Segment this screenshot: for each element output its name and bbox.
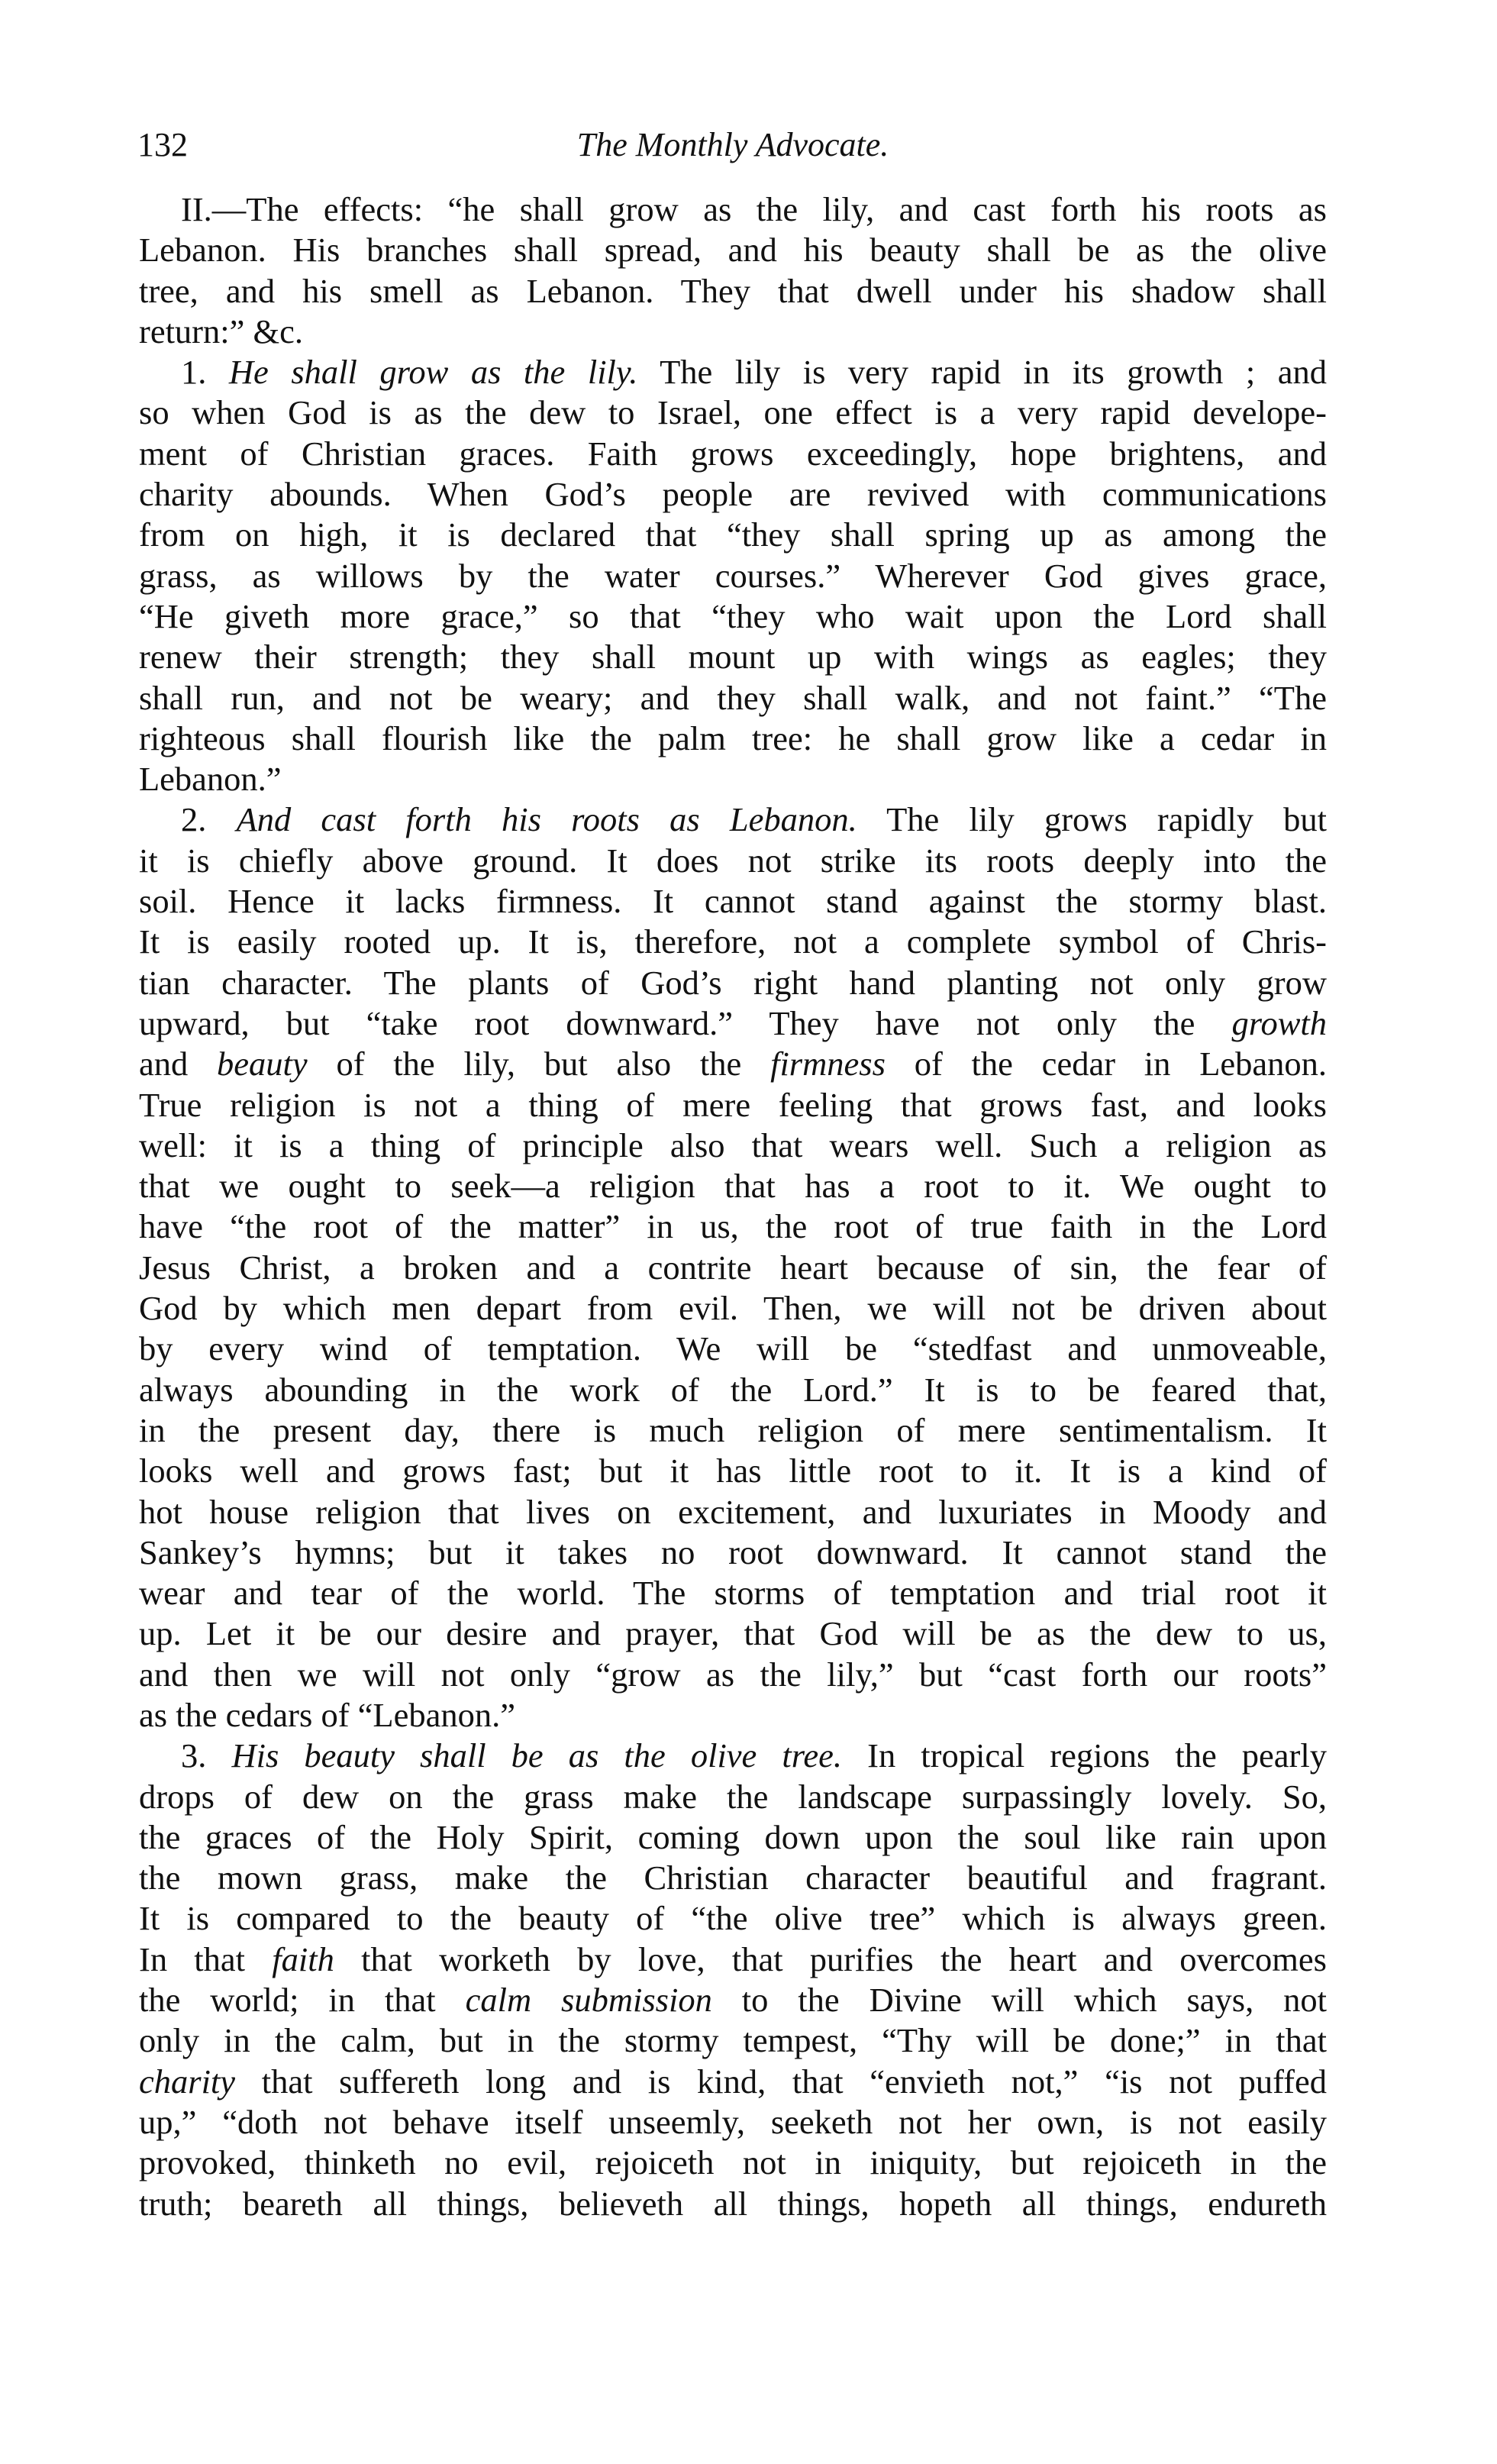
text-line [139, 556, 1327, 596]
text-line [139, 1980, 1327, 2020]
text-segment: return:” &c. [139, 312, 303, 350]
text-line [139, 759, 1327, 799]
text-segment: Lebanon.” [139, 760, 282, 799]
text-line [139, 2184, 1327, 2224]
text-line [139, 1044, 1327, 1084]
text-segment: II.—The effects: “he shall grow as the lily, and cast forth his roots as [181, 190, 1327, 228]
text-segment: The lily grows rapidly but [857, 800, 1328, 839]
text-segment: In that [139, 1939, 273, 1978]
text-line [139, 922, 1327, 962]
text-segment: always abounding in the work of the Lord.” It is to be feared that, [139, 1370, 1327, 1409]
text-line [139, 474, 1327, 515]
italic-text: growth [1231, 1003, 1327, 1042]
text-line [139, 1613, 1327, 1654]
text-segment: drops of dew on the grass make the landscape surpassingly lovely. So, [139, 1777, 1327, 1816]
text-line [139, 963, 1327, 1003]
text-segment: up,” “doth not behave itself unseemly, seeketh not her own, is not easily [139, 2102, 1327, 2141]
text-segment: of the cedar in Lebanon. [885, 1045, 1327, 1083]
text-line [139, 1817, 1327, 1858]
text-line [139, 2102, 1327, 2143]
text-segment: tree, and his smell as Lebanon. They that dwell under his shadow shall [139, 271, 1327, 310]
text-line [139, 841, 1327, 881]
text-segment: truth; beareth all things, believeth all things, hopeth all things, endureth [139, 2184, 1327, 2223]
text-segment: by every wind of temptation. We will be “stedfast and unmoveable, [139, 1329, 1327, 1368]
text-segment: the world; in that [139, 1981, 466, 2020]
italic-text: firmness [770, 1045, 886, 1083]
text-line [139, 1410, 1327, 1451]
text-segment: as the cedars of “Lebanon.” [139, 1695, 515, 1734]
text-segment: provoked, thinketh no evil, rejoiceth not in iniquity, but rejoiceth in the [139, 2143, 1327, 2182]
text-line [139, 271, 1327, 312]
text-line [139, 1248, 1327, 1288]
text-segment: The lily is very rapid in its growth ; and [637, 353, 1328, 392]
text-segment: Lebanon. His branches shall spread, and his beauty shall be as the olive [139, 231, 1327, 270]
text-line [139, 1166, 1327, 1206]
text-line [139, 1858, 1327, 1898]
text-segment: looks well and grows fast; but it has little root to it. It is a kind of [139, 1452, 1327, 1490]
italic-text: And cast forth his roots as Lebanon. [236, 800, 857, 839]
text-segment: In tropical regions the pearly [842, 1736, 1327, 1775]
text-line [139, 1532, 1327, 1573]
text-segment: soil. Hence it lacks firmness. It cannot stand against the stormy blast. [139, 882, 1327, 921]
text-line [139, 515, 1327, 555]
text-line [139, 799, 1327, 840]
italic-text: beauty [217, 1045, 308, 1083]
journal-title: The Monthly Advocate. [576, 126, 889, 163]
text-segment: wear and tear of the world. The storms of temptation and trial root it [139, 1574, 1327, 1613]
text-line [139, 1288, 1327, 1329]
text-line [139, 1492, 1327, 1532]
text-segment: have “the root of the matter” in us, the root of true faith in the Lord [139, 1207, 1327, 1246]
text-line [139, 596, 1327, 637]
running-head [137, 122, 1328, 168]
text-line [139, 1329, 1327, 1369]
text-line [139, 1206, 1327, 1247]
text-line [139, 637, 1327, 677]
text-line [139, 392, 1327, 433]
text-line [139, 1898, 1327, 1939]
text-segment: only in the calm, but in the stormy tempest, “Thy will be done;” in that [139, 2021, 1327, 2060]
text-line [139, 230, 1327, 270]
text-line [139, 1573, 1327, 1613]
text-line [139, 1370, 1327, 1410]
text-segment: 1. [181, 353, 229, 392]
text-line [139, 352, 1327, 392]
text-segment: charity abounds. When God’s people are revived with communications [139, 475, 1327, 514]
text-segment: and then we will not only “grow as the lily,” but “cast forth our roots” [139, 1655, 1327, 1694]
text-line [139, 2020, 1327, 2061]
page-number: 132 [137, 126, 188, 163]
text-segment: 2. [181, 800, 237, 839]
italic-text: charity [139, 2062, 236, 2101]
text-line [139, 2062, 1327, 2102]
text-segment: from on high, it is declared that “they shall spring up as among the [139, 515, 1327, 554]
text-line [139, 1085, 1327, 1125]
text-segment: it is chiefly above ground. It does not strike its roots deeply into the [139, 841, 1327, 880]
text-segment: 3. [181, 1736, 232, 1775]
italic-text: He shall grow as the lily. [228, 353, 638, 392]
text-line [139, 1125, 1327, 1166]
text-segment: the mown grass, make the Christian character beautiful and fragrant. [139, 1858, 1327, 1897]
text-line [139, 1695, 1327, 1736]
text-line [139, 1003, 1327, 1044]
text-segment: that we ought to seek—a religion that has a root to it. We ought to [139, 1167, 1327, 1206]
text-segment: that suffereth long and is kind, that “envieth not,” “is not puffed [235, 2062, 1327, 2101]
italic-text: calm submission [465, 1981, 712, 2020]
italic-text: His beauty shall be as the olive tree. [231, 1736, 843, 1775]
text-segment: renew their strength; they shall mount up with wings as eagles; they [139, 638, 1327, 677]
text-segment: of the lily, but also the [307, 1045, 771, 1083]
text-segment: It is compared to the beauty of “the olive tree” which is always green. [139, 1899, 1327, 1938]
text-line [139, 189, 1327, 230]
text-segment: grass, as willows by the water courses.” Wherever God gives grace, [139, 556, 1327, 595]
text-segment: to the Divine will which says, not [711, 1981, 1328, 2020]
text-segment: that worketh by love, that purifies the heart and overcomes [334, 1939, 1327, 1978]
text-segment: True religion is not a thing of mere feeling that grows fast, and looks [139, 1085, 1327, 1124]
text-segment: “He giveth more grace,” so that “they who wait upon the Lord shall [139, 596, 1327, 635]
text-segment: righteous shall flourish like the palm tree: he shall grow like a cedar in [139, 719, 1327, 757]
text-line [139, 678, 1327, 719]
text-line [139, 1777, 1327, 1817]
text-segment: so when God is as the dew to Israel, one effect is a very rapid develope- [139, 393, 1327, 432]
text-segment: the graces of the Holy Spirit, coming down upon the soul like rain upon [139, 1817, 1327, 1856]
text-segment: well: it is a thing of principle also that wears well. Such a religion as [139, 1125, 1327, 1164]
italic-text: faith [272, 1939, 334, 1978]
text-segment: Sankey’s hymns; but it takes no root downward. It cannot stand the [139, 1532, 1327, 1571]
text-segment: up. Let it be our desire and prayer, that God will be as the dew to us, [139, 1614, 1327, 1653]
text-line [139, 1939, 1327, 1980]
text-line [139, 434, 1327, 474]
text-line [139, 1655, 1327, 1695]
text-line [139, 1451, 1327, 1491]
body-text [139, 189, 1327, 2224]
text-line [139, 719, 1327, 759]
text-segment: and [139, 1045, 218, 1083]
text-segment: upward, but “take root downward.” They have not only the [139, 1003, 1232, 1042]
text-segment: Jesus Christ, a broken and a contrite heart because of sin, the fear of [139, 1248, 1327, 1287]
text-line [139, 2143, 1327, 2183]
text-segment: tian character. The plants of God’s right hand planting not only grow [139, 963, 1327, 1002]
text-line [139, 881, 1327, 922]
text-segment: God by which men depart from evil. Then, we will not be driven about [139, 1289, 1327, 1328]
text-line [139, 1736, 1327, 1776]
text-segment: It is easily rooted up. It is, therefore, not a complete symbol of Chris- [139, 922, 1327, 961]
text-segment: in the present day, there is much religion of mere sentimentalism. It [139, 1410, 1327, 1449]
text-line [139, 312, 1327, 352]
text-segment: hot house religion that lives on excitement, and luxuriates in Moody and [139, 1492, 1327, 1531]
text-segment: ment of Christian graces. Faith grows exceedingly, hope brightens, and [139, 434, 1327, 473]
text-segment: shall run, and not be weary; and they shall walk, and not faint.” “The [139, 678, 1327, 717]
